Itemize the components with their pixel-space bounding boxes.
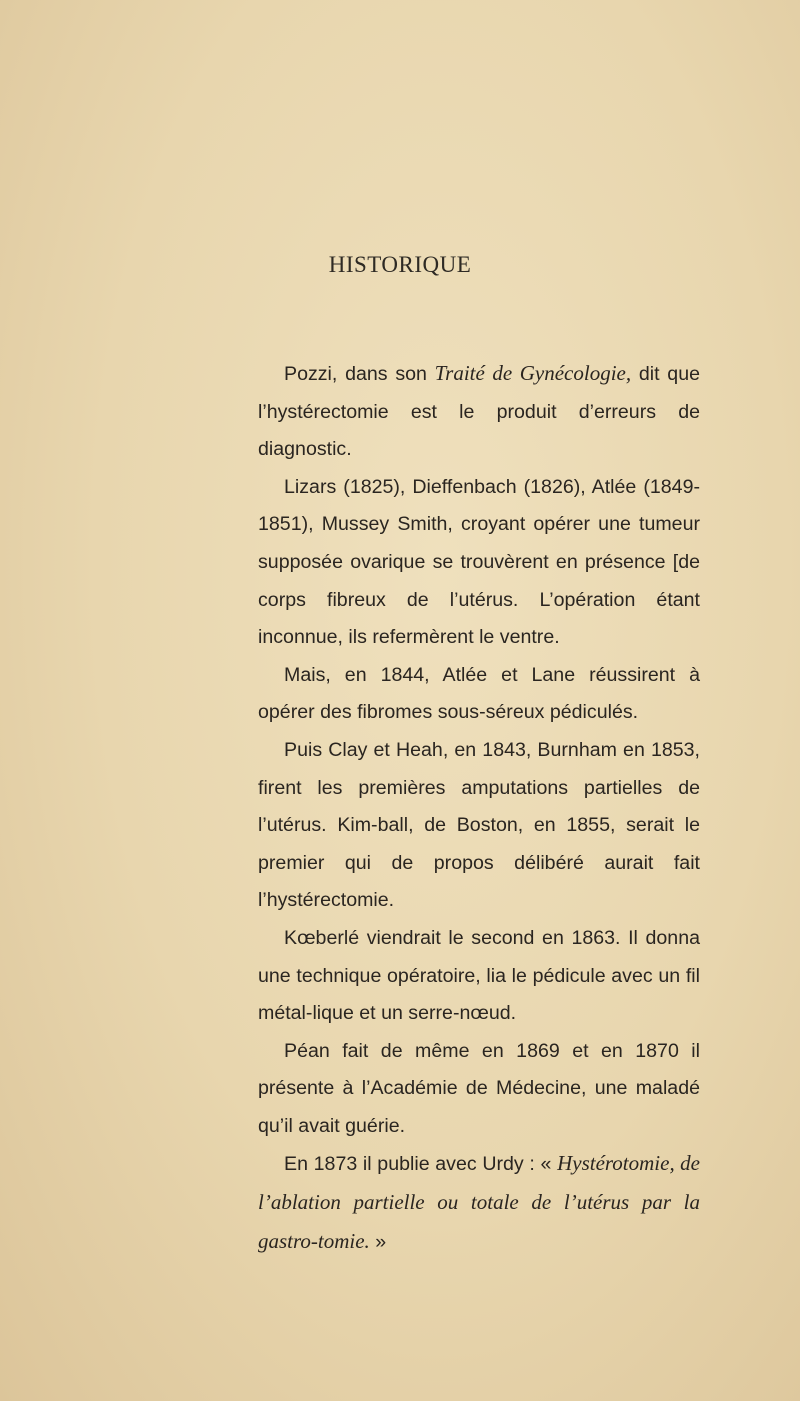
paragraph-urdy [258,1145,700,1261]
book-title: Traité de Gynécologie, [434,361,632,385]
paragraph-pozzi [258,355,700,469]
text-segment: En 1873 il publie avec Urdy : « [284,1153,558,1176]
text-segment: » [369,1230,387,1253]
paragraph-atlee-lane: Mais, en 1844, Atlée et Lane réussirent à opérer des fibromes sous-séreux pédiculés. [258,663,700,724]
paragraph-pean: Péan fait de même en 1869 et en 1870 il présente à l’Académie de Médecine, une maladé qu’il avait guérie. [258,1039,700,1137]
paragraph-koeberle: Kœberlé viendrait le second en 1863. Il donna une technique opératoire, lia le pédicule avec un fil métal-lique et un serre-nœud. [258,926,700,1025]
text-segment: Pozzi, dans son [284,363,435,385]
publication-title: Hystérotomie, de l’ablation partielle ou totale de l’utérus par la gastro-tomie. [258,1151,700,1253]
text-segment: dit que l’hystérectomie est le produit d’erreurs de diagnostic. [258,363,700,461]
paragraph-clay-heah: Puis Clay et Heah, en 1843, Burnham en 1853, firent les premières amputations partielles de l’utérus. Kim-ball, de Boston, en 1855, serait le premier qui de propos délibéré aurait fait l’hystérectomie. [258,738,700,912]
body-text [258,355,700,1261]
paragraph-lizars: Lizars (1825), Dieffenbach (1826), Atlée (1849-1851), Mussey Smith, croyant opérer une tumeur supposée ovarique se trouvèrent en présence [de corps fibreux de l’utérus. L’opération étant inconnue, ils refermèrent le ventre. [258,475,700,649]
page-title: HISTORIQUE [328,252,472,277]
